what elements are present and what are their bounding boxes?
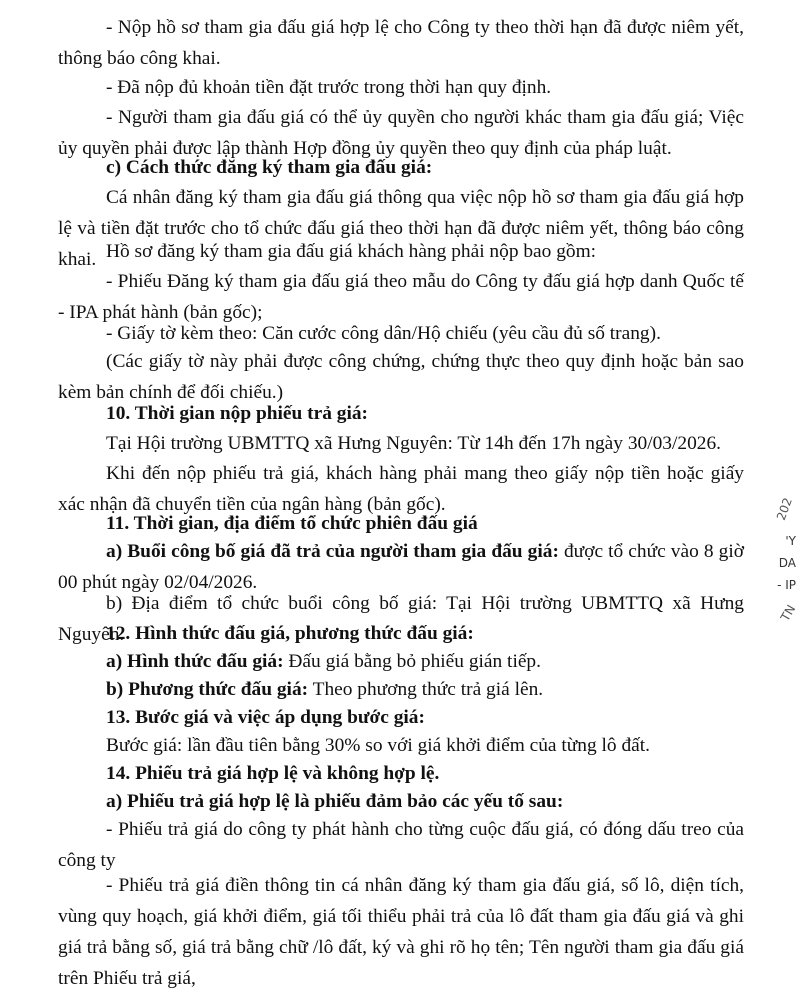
stamp-text-1: 202 (774, 495, 796, 523)
auction-form-label: a) Hình thức đấu giá: (106, 651, 284, 672)
heading-section-10: 10. Thời gian nộp phiếu trả giá: (106, 403, 368, 424)
stamp-text-4: - IP (777, 578, 796, 592)
stamp-text-5: TN (777, 602, 798, 624)
auction-method-label: b) Phương thức đấu giá: (106, 679, 309, 700)
margin-stamp-fragment (764, 490, 800, 630)
auction-form-value: Đấu giá bằng bỏ phiếu gián tiếp. (283, 651, 541, 672)
heading-section-13: 13. Bước giá và việc áp dụng bước giá: (106, 707, 425, 728)
paragraph-valid-ballot-1: - Phiếu trả giá do công ty phát hành cho từng cuộc đấu giá, có đóng dấu treo của công ty (58, 819, 744, 871)
heading-registration-method: c) Cách thức đăng ký tham gia đấu giá: (106, 157, 433, 178)
paragraph-valid-ballot-2: - Phiếu trả giá điền thông tin cá nhân đăng ký tham gia đấu giá, số lô, diện tích, vùng quy hoạch, giá khởi điểm, giá tối thiểu phải trả của lô đất tham gia đấu giá và ghi giá trả bằng số, giá trả bằng chữ /lô đất, ký và ghi rõ họ tên; Tên người tham gia đấu giá trên Phiếu trả giá, (58, 875, 744, 989)
paragraph-dossier-intro: Hồ sơ đăng ký tham gia đấu giá khách hàng phải nộp bao gồm: (106, 241, 597, 262)
announcement-time-label: a) Buổi công bố giá đã trả của người tham gia đấu giá: (106, 541, 559, 562)
paragraph-auction-method (58, 674, 744, 705)
auction-method-value: Theo phương thức trả giá lên. (308, 679, 544, 700)
heading-section-12: 12. Hình thức đấu giá, phương thức đấu giá: (106, 623, 474, 644)
paragraph-registration-method: Cá nhân đăng ký tham gia đấu giá thông qua việc nộp hồ sơ tham gia đấu giá hợp lệ và tiền đặt trước cho tổ chức đấu giá theo thời hạn đã được niêm yết, thông báo công khai. (58, 187, 744, 270)
paragraph-dossier-id: - Giấy tờ kèm theo: Căn cước công dân/Hộ chiếu (yêu cầu đủ số trang). (106, 323, 661, 344)
paragraph-dossier-form: - Phiếu Đăng ký tham gia đấu giá theo mẫu do Công ty đấu giá hợp danh Quốc tế - IPA phát hành (bản gốc); (58, 271, 744, 323)
paragraph-auction-form (58, 646, 744, 677)
heading-section-14: 14. Phiếu trả giá hợp lệ và không hợp lệ. (106, 763, 440, 784)
paragraph-announcement-place: b) Địa điểm tổ chức buổi công bố giá: Tại Hội trường UBMTTQ xã Hưng Nguyên. (58, 593, 744, 645)
paragraph-condition-3: - Người tham gia đấu giá có thể ủy quyền cho người khác tham gia đấu giá; Việc ủy quyền phải được lập thành Hợp đồng ủy quyền theo quy định của pháp luật. (58, 107, 744, 159)
announcement-time-value: được tổ chức vào 8 giờ 00 phút ngày 02/04/2026. (58, 541, 744, 593)
paragraph-condition-2: - Đã nộp đủ khoản tiền đặt trước trong thời hạn quy định. (106, 77, 552, 98)
paragraph-condition-1: - Nộp hồ sơ tham gia đấu giá hợp lệ cho Công ty theo thời hạn đã được niêm yết, thông báo công khai. (58, 17, 744, 69)
paragraph-bid-documents: Khi đến nộp phiếu trả giá, khách hàng phải mang theo giấy nộp tiền hoặc giấy xác nhận đã chuyển tiền của ngân hàng (bản gốc). (58, 463, 744, 515)
paragraph-dossier-note: (Các giấy tờ này phải được công chứng, chứng thực theo quy định hoặc bản sao kèm bản chính để đối chiếu.) (58, 351, 744, 403)
stamp-text-3: DA (778, 556, 796, 570)
paragraph-bid-time: Tại Hội trường UBMTTQ xã Hưng Nguyên: Từ 14h đến 17h ngày 30/03/2026. (106, 433, 721, 454)
heading-valid-ballot: a) Phiếu trả giá hợp lệ là phiếu đảm bảo các yếu tố sau: (106, 791, 564, 812)
stamp-text-2: 'Y (785, 534, 796, 548)
heading-section-11: 11. Thời gian, địa điểm tổ chức phiên đấu giá (106, 513, 478, 534)
paragraph-bid-step: Bước giá: lần đầu tiên bằng 30% so với giá khởi điểm của từng lô đất. (106, 735, 650, 756)
